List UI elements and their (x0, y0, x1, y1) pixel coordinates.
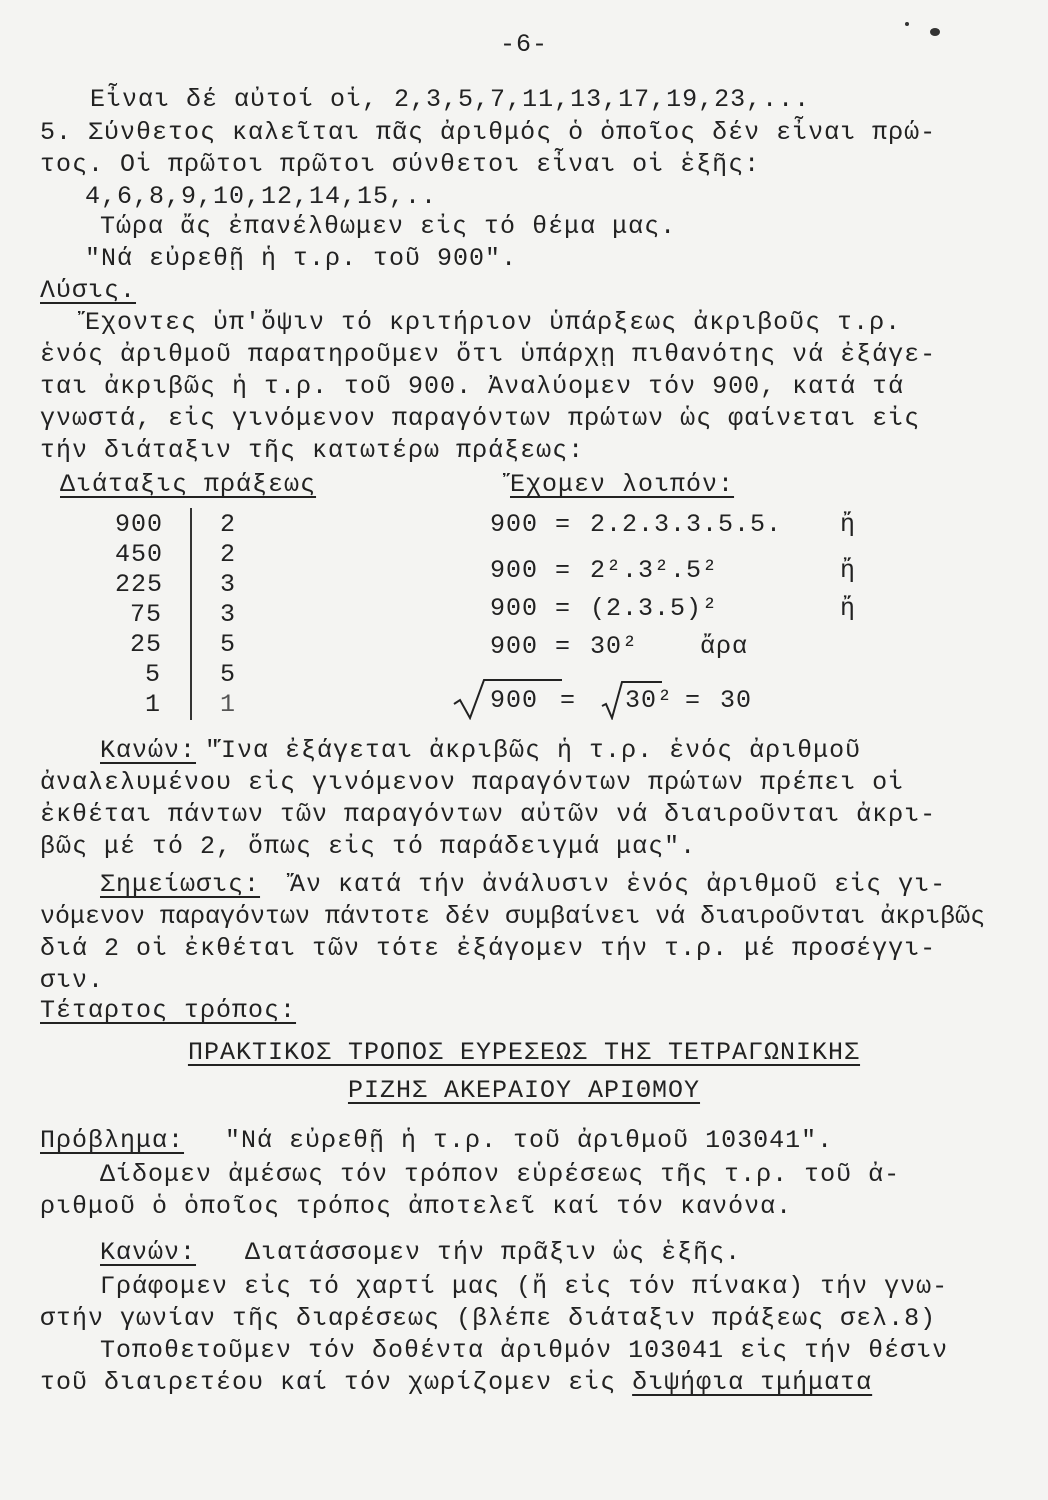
dividend-value: 5 (145, 660, 162, 689)
equation-lhs: 900 (490, 556, 539, 585)
dividend-value: 225 (115, 570, 164, 599)
equation-note: ἤ (840, 556, 857, 585)
text-line-8: Ἔχοντες ὑπ'ὄψιν τό κριτήριον ὑπάρξεως ἀκριβοῦς τ.ρ. (85, 308, 902, 337)
equals-sign: = (555, 556, 572, 585)
paragraph-line: ριθμοῦ ὁ ὁποῖος τρόπος ἀποτελεῖ καί τόν κανόνα. (40, 1192, 793, 1221)
note-text-line: Ἄν κατά τήν ἀνάλυσιν ἑνός ἀριθμοῦ εἰς γι- (290, 870, 947, 899)
paragraph-line-tail: διψήφια τμήματα (632, 1368, 873, 1397)
dividend-value: 1 (145, 690, 162, 719)
divisor-value: 5 (220, 660, 237, 689)
table-right-heading: Ἔχομεν λοιπόν: (510, 470, 735, 499)
rule-text-line: ἐκθέται πάντων τῶν παραγόντων αὐτῶν νά διαιροῦνται ἀκρι- (40, 800, 937, 829)
dividend-value: 25 (130, 630, 163, 659)
section-title-line-2: ΡΙΖΗΣ ΑΚΕΡΑΙΟΥ ΑΡΙΘΜΟΥ (347, 1076, 701, 1105)
divisor-value: 1 (220, 690, 237, 719)
division-vertical-line (190, 508, 192, 720)
text-line-1: Εἶναι δέ αὐτοί οἱ, 2,3,5,7,11,13,17,19,23,... (90, 85, 811, 114)
sqrt-result: 30 (720, 686, 753, 715)
equation-note: ἄρα (700, 632, 749, 661)
solution-heading: Λύσις. (40, 276, 137, 305)
rule-label: Κανών: (100, 1238, 197, 1267)
rule-text-line: "Ἵνα ἐξάγεται ἀκριβῶς ἡ τ.ρ. ἑνός ἀριθμοῦ (205, 736, 862, 765)
problem-text: "Νά εὐρεθῇ ἡ τ.ρ. τοῦ ἀριθμοῦ 103041". (225, 1126, 834, 1155)
divisor-value: 3 (220, 600, 237, 629)
dividend-value: 450 (115, 540, 164, 569)
scan-speck (930, 28, 940, 36)
text-line-4: 4,6,8,9,10,12,14,15,.. (85, 182, 438, 211)
note-text-line: διά 2 οἱ ἐκθέται τῶν τότε ἐξάγομεν τήν τ.ρ. μέ προσέγγι- (40, 934, 937, 963)
problem-label: Πρόβλημα: (40, 1126, 185, 1155)
equation-lhs: 900 (490, 594, 539, 623)
rule-label: Κανών: (100, 736, 197, 765)
equation-rhs: 2².3².5² (590, 556, 719, 585)
sqrt-inner: 30² (625, 686, 674, 715)
paragraph-line: Τοποθετοῦμεν τόν δοθέντα ἀριθμόν 103041 εἰς τήν θέσιν (100, 1336, 949, 1365)
scan-speck (905, 22, 909, 26)
page-number: -6- (499, 30, 548, 59)
equation-lhs: 900 (490, 510, 539, 539)
equals-sign: = (560, 686, 577, 715)
equation-rhs: 2.2.3.3.5.5. (590, 510, 783, 539)
text-line-12: τήν διάταξιν τῆς κατωτέρω πράξεως: (40, 436, 585, 465)
paragraph-line: στήν γωνίαν τῆς διαρέσεως (βλέπε διάταξιν πράξεως σελ.8) (40, 1304, 937, 1333)
section-title-line-1: ΠΡΑΚΤΙΚΟΣ ΤΡΟΠΟΣ ΕΥΡΕΣΕΩΣ ΤΗΣ ΤΕΤΡΑΓΩΝΙΚΗΣ (187, 1038, 861, 1067)
equals-sign: = (685, 686, 702, 715)
text-line-3: τος. Οἱ πρῶτοι πρῶτοι σύνθετοι εἶναι οἱ ἑξῆς: (40, 150, 761, 179)
equation-rhs: (2.3.5)² (590, 594, 719, 623)
divisor-value: 3 (220, 570, 237, 599)
fourth-way-heading: Τέταρτος τρόπος: (40, 996, 297, 1025)
equation-rhs: 30² (590, 632, 639, 661)
paragraph-line-text: τοῦ διαιρετέου καί τόν χωρίζομεν εἰς (40, 1368, 617, 1397)
divisor-value: 2 (220, 540, 237, 569)
note-text-line: νόμενον παραγόντων πάντοτε δέν συμβαίνει νά διαιροῦνται ἀκριβῶς (40, 902, 986, 931)
divisor-value: 2 (220, 510, 237, 539)
equals-sign: = (555, 594, 572, 623)
text-line-11: γνωστά, εἰς γινόμενον παραγόντων πρώτων ὡς φαίνεται εἰς (40, 404, 921, 433)
equation-note: ἤ (840, 510, 857, 539)
rule-text-line: βῶς μέ τό 2, ὅπως εἰς τό παράδειγμά μας". (40, 832, 697, 861)
paragraph-line-last (40, 1368, 872, 1398)
equals-sign: = (555, 632, 572, 661)
note-text-line: σιν. (40, 966, 105, 995)
text-line-10: ται ἀκριβῶς ἡ τ.ρ. τοῦ 900. Ἀναλύομεν τόν 900, κατά τά (40, 372, 905, 401)
paragraph-line: Δίδομεν ἀμέσως τόν τρόπον εὑρέσεως τῆς τ.ρ. τοῦ ἀ- (100, 1160, 901, 1189)
text-line-5: Τώρα ἄς ἐπανέλθωμεν εἰς τό θέμα μας. (100, 212, 677, 241)
text-line-2: 5. Σύνθετος καλεῖται πᾶς ἀριθμός ὁ ὁποῖος δέν εἶναι πρώ- (40, 118, 937, 147)
equation-note: ἤ (840, 594, 857, 623)
equation-lhs: 900 (490, 632, 539, 661)
dividend-value: 75 (130, 600, 163, 629)
rule-text: Διατάσσομεν τήν πρᾶξιν ὡς ἑξῆς. (245, 1238, 742, 1267)
text-line-9: ἑνός ἀριθμοῦ παρατηροῦμεν ὅτι ὑπάρχῃ πιθανότης νά ἐξάγε- (40, 340, 937, 369)
paragraph-line: Γράφομεν εἰς τό χαρτί μας (ἤ εἰς τόν πίνακα) τήν γνω- (100, 1272, 949, 1301)
table-left-heading: Διάταξις πράξεως (60, 470, 317, 499)
note-label: Σημείωσις: (100, 870, 261, 899)
text-line-6: "Νά εὐρεθῇ ἡ τ.ρ. τοῦ 900". (85, 244, 518, 273)
sqrt-radicand: 900 (490, 686, 539, 715)
divisor-value: 5 (220, 630, 237, 659)
dividend-value: 900 (115, 510, 164, 539)
rule-text-line: ἀναλελυμένου εἰς γινόμενον παραγόντων πρώτων πρέπει οἱ (40, 768, 905, 797)
equals-sign: = (555, 510, 572, 539)
